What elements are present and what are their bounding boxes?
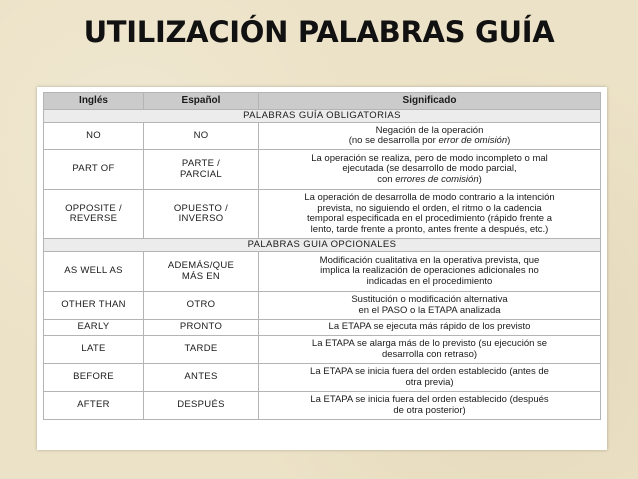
- header-espanol: Español: [144, 93, 259, 110]
- cell-significado: La ETAPA se inicia fuera del orden establecido (después de otra posterior): [259, 392, 601, 420]
- cell-significado: La ETAPA se inicia fuera del orden establecido (antes de otra previa): [259, 364, 601, 392]
- cell-espanol: OTRO: [144, 292, 259, 320]
- meaning-line: Negación de la operación: [375, 124, 484, 136]
- cell-ingles: AS WELL AS: [44, 252, 144, 292]
- slide-title: UTILIZACIÓN PALABRAS GUÍA: [83, 15, 555, 49]
- table-row: [44, 292, 601, 320]
- cell-significado: La ETAPA se ejecuta más rápido de los previsto: [259, 320, 601, 336]
- guide-words-table-panel: [37, 87, 607, 450]
- header-row: [44, 93, 601, 110]
- table-row: [44, 252, 601, 292]
- cell-significado: La ETAPA se alarga más de lo previsto (su ejecución se desarrolla con retraso): [259, 336, 601, 364]
- cell-espanol: OPUESTO / INVERSO: [144, 190, 259, 239]
- meaning-text: ): [478, 173, 482, 185]
- cell-ingles: PART OF: [44, 150, 144, 190]
- section-label-obligatorias: PALABRAS GUÍA OBLIGATORIAS: [44, 110, 601, 123]
- cell-ingles: LATE: [44, 336, 144, 364]
- cell-ingles: BEFORE: [44, 364, 144, 392]
- table-row: [44, 190, 601, 239]
- meaning-emphasis: errores de comisión: [395, 173, 479, 185]
- table-row: [44, 123, 601, 150]
- meaning-emphasis: error de omisión: [438, 135, 508, 146]
- meaning-line: La operación se realiza, pero de modo incompleto o mal ejecutada (se desarrollo de modo parcial,: [311, 152, 548, 175]
- header-significado: Significado: [259, 93, 601, 110]
- cell-espanol: ADEMÁS/QUE MÁS EN: [144, 252, 259, 292]
- header-ingles: Inglés: [44, 93, 144, 110]
- cell-ingles: OPPOSITE / REVERSE: [44, 190, 144, 239]
- section-row: [44, 110, 601, 123]
- section-label-opcionales: PALABRAS GUIA OPCIONALES: [44, 239, 601, 252]
- cell-espanol: NO: [144, 123, 259, 150]
- cell-significado: Modificación cualitativa en la operativa prevista, que implica la realización de operaciones adicionales no indicadas en el procedimiento: [259, 252, 601, 292]
- cell-ingles: OTHER THAN: [44, 292, 144, 320]
- cell-significado: [259, 123, 601, 150]
- cell-significado: La operación de desarrolla de modo contrario a la intención prevista, no siguiendo el orden, el ritmo o la cadencia temporal especificada en el procedimiento (rápido frente a lento, tarde frente a pronto, antes frente a después, etc.): [259, 190, 601, 239]
- guide-words-table: [43, 92, 601, 420]
- cell-significado: Sustitución o modificación alternativa en el PASO o la ETAPA analizada: [259, 292, 601, 320]
- cell-espanol: PRONTO: [144, 320, 259, 336]
- table-row: [44, 150, 601, 190]
- cell-significado: [259, 150, 601, 190]
- cell-ingles: AFTER: [44, 392, 144, 420]
- meaning-text: (no se desarrolla por: [348, 135, 439, 146]
- cell-ingles: EARLY: [44, 320, 144, 336]
- meaning-text: ): [507, 135, 511, 146]
- cell-ingles: NO: [44, 123, 144, 150]
- cell-espanol: ANTES: [144, 364, 259, 392]
- table-row: [44, 392, 601, 420]
- meaning-text: con: [377, 173, 396, 185]
- cell-espanol: DESPUÉS: [144, 392, 259, 420]
- cell-espanol: PARTE / PARCIAL: [144, 150, 259, 190]
- cell-espanol: TARDE: [144, 336, 259, 364]
- section-row: [44, 239, 601, 252]
- table-row: [44, 336, 601, 364]
- table-row: [44, 364, 601, 392]
- table-row: [44, 320, 601, 336]
